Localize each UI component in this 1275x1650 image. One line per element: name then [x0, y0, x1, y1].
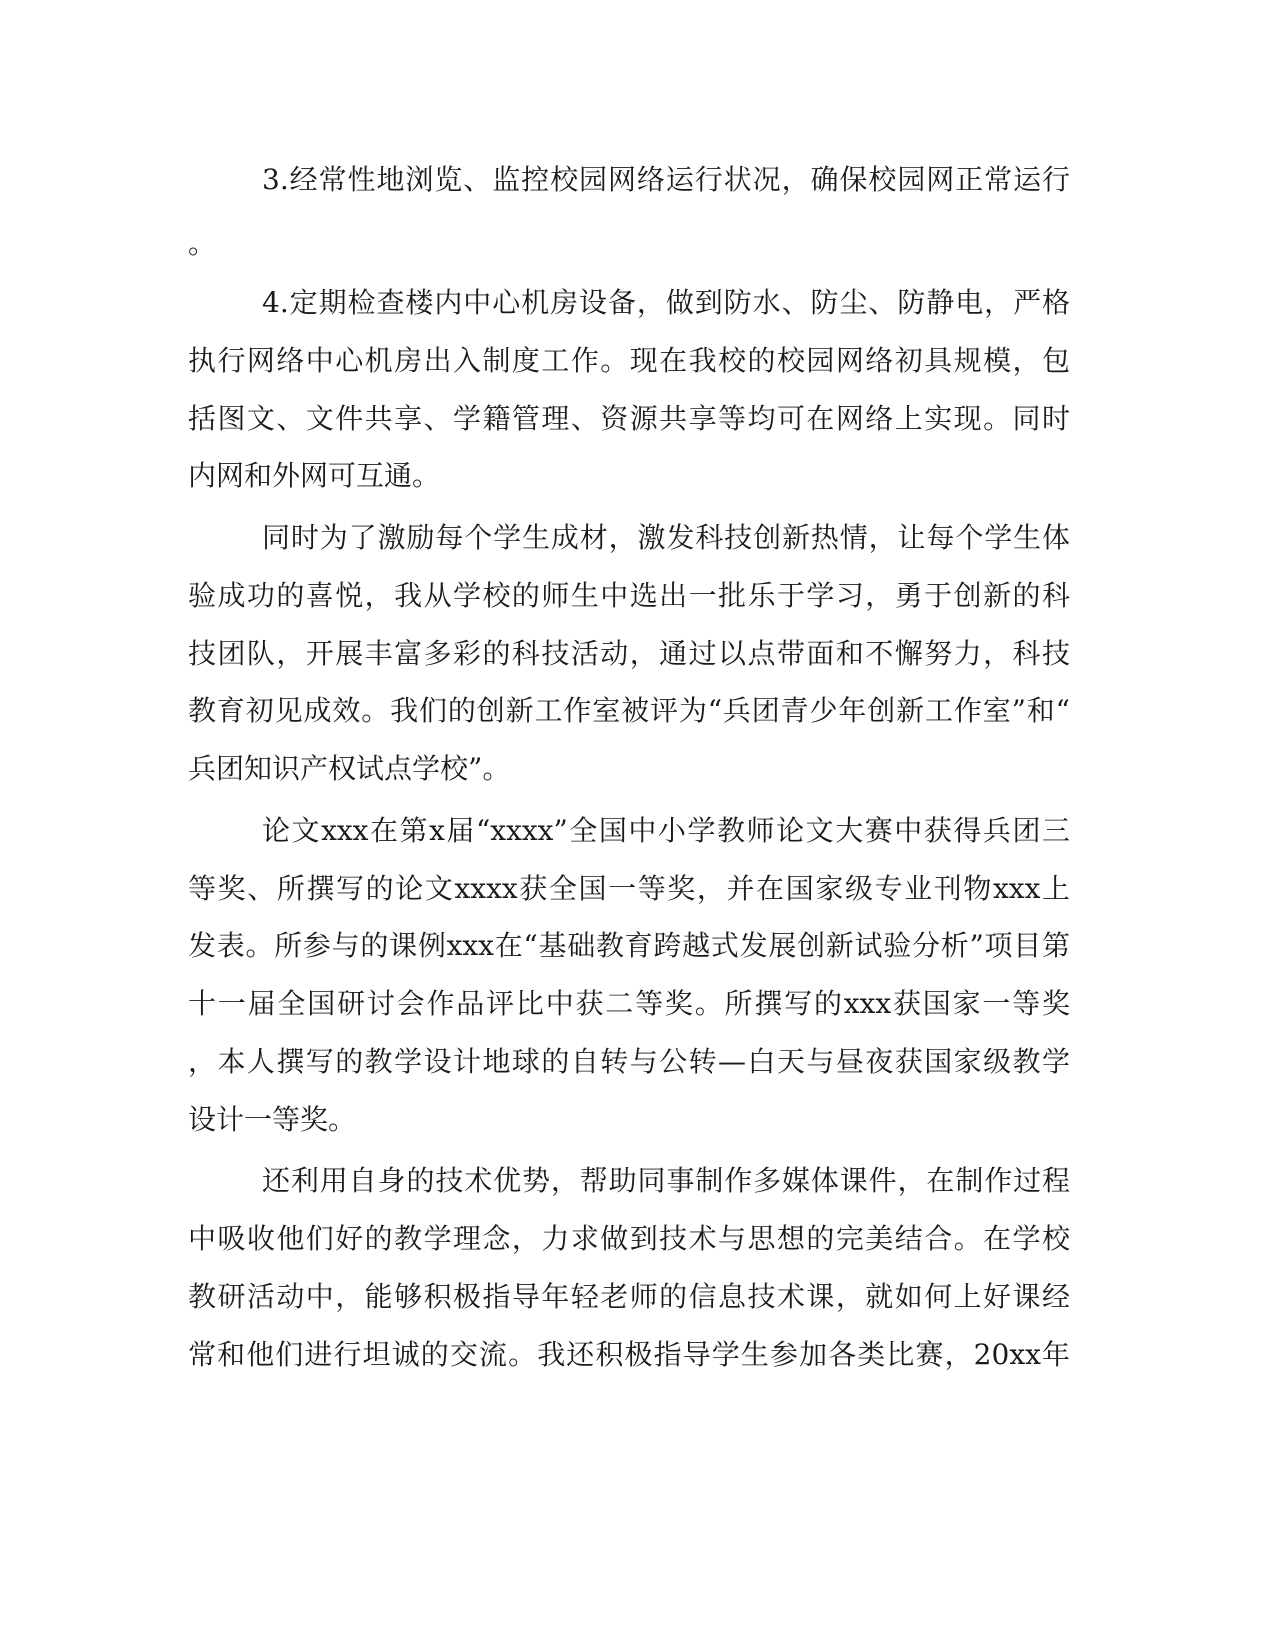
line-text: ，本人撰写的教学设计地球的自转与公转—白天与昼夜获国家级教学: [188, 1045, 1070, 1078]
text-line: [0, 341, 1275, 381]
line-text: 同时为了激励每个学生成材，激发科技创新热情，让每个学生体: [262, 521, 1070, 554]
text-line: [0, 926, 1275, 966]
text-line: [0, 160, 1275, 200]
line-text: 等奖、所撰写的论文xxxx获全国一等奖，并在国家级专业刊物xxx上: [188, 872, 1070, 905]
text-line: [0, 1277, 1275, 1317]
line-text: 中吸收他们好的教学理念，力求做到技术与思想的完美结合。在学校: [188, 1222, 1070, 1255]
text-line: [0, 224, 1275, 264]
line-text: 设计一等奖。: [188, 1103, 357, 1136]
text-line: [0, 283, 1275, 323]
text-line: [0, 634, 1275, 674]
line-text: 括图文、文件共享、学籍管理、资源共享等均可在网络上实现。同时: [188, 402, 1070, 435]
line-text: 。: [188, 227, 217, 260]
line-text: 教研活动中，能够积极指导年轻老师的信息技术课，就如何上好课经: [188, 1280, 1070, 1313]
text-line: [0, 1219, 1275, 1259]
text-line: [0, 984, 1275, 1024]
line-text: 3.经常性地浏览、监控校园网络运行状况，确保校园网正常运行: [262, 163, 1070, 196]
text-line: [0, 456, 1275, 496]
line-text: 4.定期检查楼内中心机房设备，做到防水、防尘、防静电，严格: [262, 286, 1070, 319]
line-text: 还利用自身的技术优势，帮助同事制作多媒体课件，在制作过程: [262, 1164, 1070, 1197]
text-line: [0, 691, 1275, 731]
line-text: 发表。所参与的课例xxx在“基础教育跨越式发展创新试验分析”项目第: [188, 929, 1070, 962]
text-line: [0, 811, 1275, 851]
line-text: 验成功的喜悦，我从学校的师生中选出一批乐于学习，勇于创新的科: [188, 579, 1070, 612]
text-line: [0, 1100, 1275, 1140]
line-text: 技团队，开展丰富多彩的科技活动，通过以点带面和不懈努力，科技: [188, 637, 1070, 670]
line-text: 常和他们进行坦诚的交流。我还积极指导学生参加各类比赛，20xx年: [188, 1338, 1070, 1371]
text-line: [0, 1335, 1275, 1375]
line-text: 教育初见成效。我们的创新工作室被评为“兵团青少年创新工作室”和“: [188, 694, 1070, 727]
line-text: 兵团知识产权试点学校”。: [188, 752, 511, 785]
line-text: 十一届全国研讨会作品评比中获二等奖。所撰写的xxx获国家一等奖: [188, 987, 1070, 1020]
line-text: 内网和外网可互通。: [188, 459, 441, 492]
text-line: [0, 576, 1275, 616]
text-line: [0, 1042, 1275, 1082]
text-line: [0, 1161, 1275, 1201]
text-line: [0, 749, 1275, 789]
line-text: 论文xxx在第x届“xxxx”全国中小学教师论文大赛中获得兵团三: [262, 814, 1070, 847]
line-text: 执行网络中心机房出入制度工作。现在我校的校园网络初具规模，包: [188, 344, 1070, 377]
text-line: [0, 869, 1275, 909]
text-line: [0, 399, 1275, 439]
text-line: [0, 518, 1275, 558]
